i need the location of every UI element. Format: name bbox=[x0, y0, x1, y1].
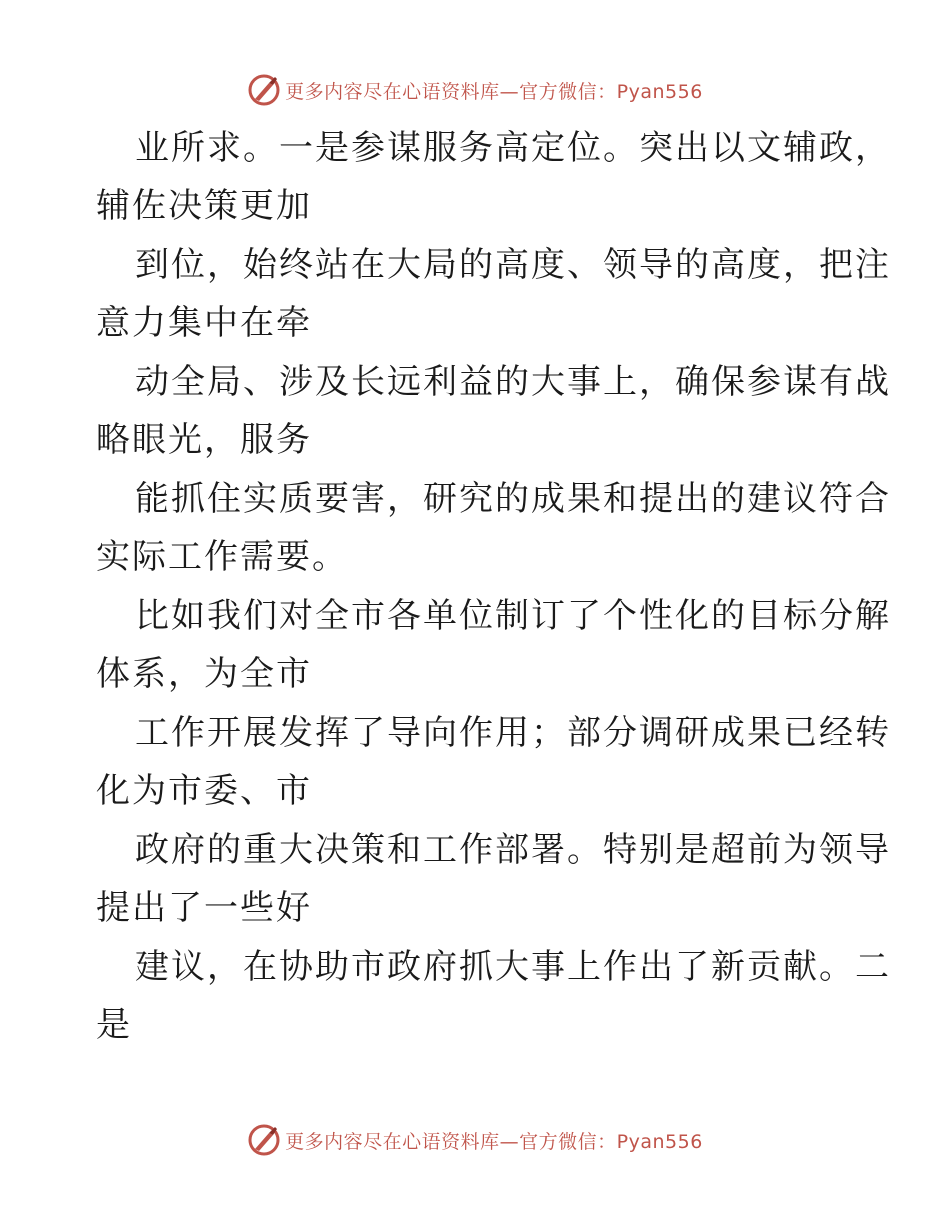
body-line: 略眼光，服务 bbox=[96, 420, 312, 460]
footer-banner bbox=[0, 1120, 950, 1160]
body-line: 化为市委、市 bbox=[96, 771, 312, 811]
body-line: 工作开展发挥了导向作用；部分调研成果已经转 bbox=[135, 713, 891, 753]
body-line: 能抓住实质要害，研究的成果和提出的建议符合 bbox=[135, 479, 891, 519]
footer-banner-text: 更多内容尽在心语资料库—官方微信：Pyan556 bbox=[285, 1130, 703, 1153]
body-line: 业所求。一是参谋服务高定位。突出以文辅政， bbox=[135, 128, 891, 168]
body-line: 提出了一些好 bbox=[96, 888, 312, 928]
body-line: 意力集中在牵 bbox=[96, 303, 312, 343]
body-line: 是 bbox=[96, 1005, 132, 1045]
body-line: 到位，始终站在大局的高度、领导的高度，把注 bbox=[135, 245, 891, 285]
body-line: 动全局、涉及长远利益的大事上，确保参谋有战 bbox=[135, 362, 891, 402]
body-line: 比如我们对全市各单位制订了个性化的目标分解 bbox=[135, 596, 891, 636]
body-line: 建议，在协助市政府抓大事上作出了新贡献。二 bbox=[135, 947, 891, 987]
body-line: 政府的重大决策和工作部署。特别是超前为领导 bbox=[135, 830, 891, 870]
body-line: 体系，为全市 bbox=[96, 654, 312, 694]
body-line: 实际工作需要。 bbox=[96, 537, 348, 577]
header-banner-text: 更多内容尽在心语资料库—官方微信：Pyan556 bbox=[285, 80, 703, 103]
body-line: 辅佐决策更加 bbox=[96, 186, 312, 226]
pen-logo-icon bbox=[247, 1123, 281, 1157]
